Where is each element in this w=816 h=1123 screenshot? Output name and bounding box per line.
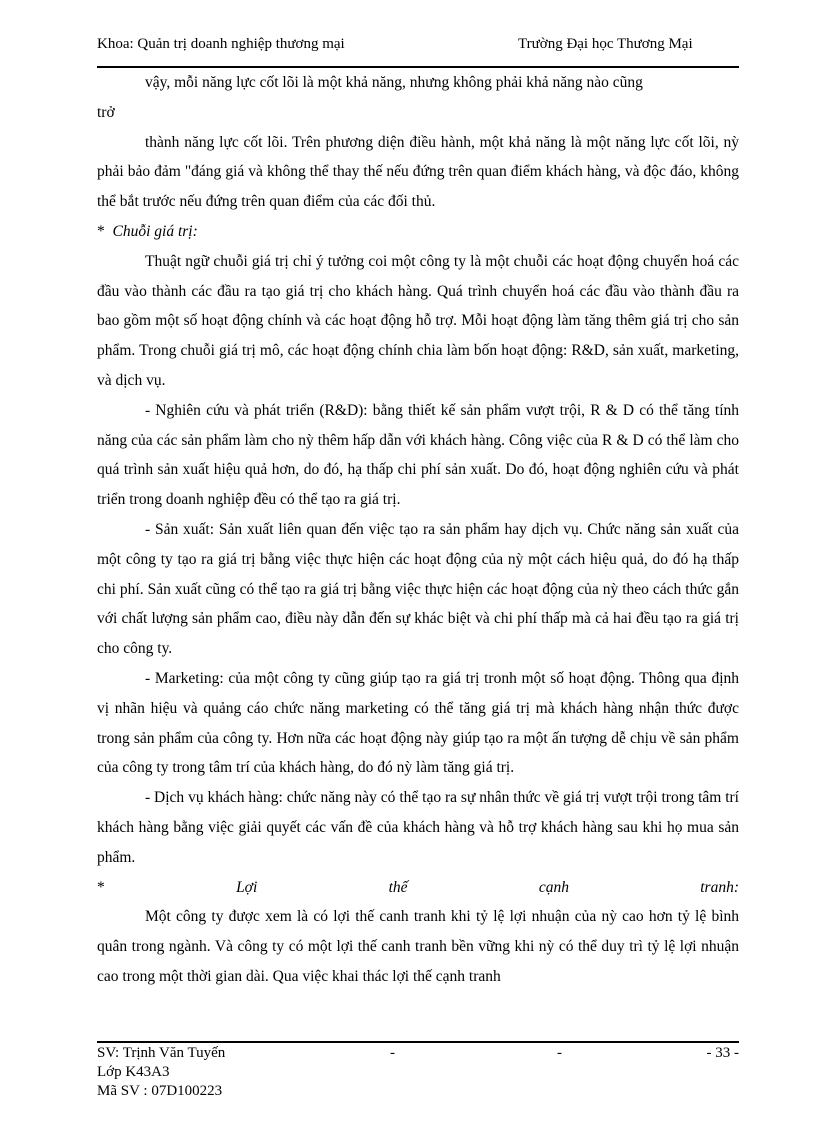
page-number: - 33 - <box>706 1045 739 1061</box>
paragraph: Thuật ngữ chuỗi giá trị chỉ ý tưởng coi một công ty là một chuỗi các hoạt động chuyển hoá các đầu vào thành các đầu ra tạo giá trị cho khách hàng. Quá trình chuyển hoá các đầu vào thành đầu ra bao gồm một số hoạt động chính và các hoạt động hỗ trợ. Mỗi hoạt động làm tăng thêm giá trị cho sản phẩm. Trong chuỗi giá trị mô, các hoạt động chính chia làm bốn hoạt động: R&D, sản xuất, marketing, và dịch vụ. <box>97 252 739 389</box>
paragraph: thành năng lực cốt lõi. Trên phương diện điều hành, một khả năng là một năng lực cốt lõi, nỳ phải bảo đảm "đáng giá và không thể thay thế nếu đứng trên quan điểm khách hàng, và độc đáo, không thể bắt trước nếu đứng trên quan điểm của các đối thủ. <box>97 133 739 211</box>
student-id: Mã SV : 07D100223 <box>97 1083 223 1099</box>
page-footer <box>97 1044 739 1101</box>
page-header <box>97 36 739 58</box>
paragraph: - Nghiên cứu và phát triển (R&D): bằng thiết kế sản phẩm vượt trội, R & D có thể tăng tính năng của các sản phẩm làm cho nỳ thêm hấp dẫn với khách hàng. Công việc của R & D có thể làm cho quá trình sản xuất hiệu quả hơn, do đó, hạ thấp chi phí sản xuất. Do đó, hoạt động nghiên cứu và phát triển trong doanh nghiệp đều có thể tạo ra giá trị. <box>97 401 739 509</box>
student-name: SV: Trịnh Văn Tuyến <box>97 1045 226 1061</box>
footer-rule <box>97 1041 739 1043</box>
university-label: Trường Đại học Thương Mại <box>518 36 693 52</box>
footer-dash: - <box>390 1045 395 1061</box>
paragraph: - Sản xuất: Sản xuất liên quan đến việc tạo ra sản phẩm hay dịch vụ. Chức năng sản xuất của một công ty tạo ra giá trị bằng việc thực hiện các hoạt động của nỳ một cách hiệu quả, do đó hạ thấp chi phí. Sản xuất cũng có thể tạo ra giá trị bằng việc thực hiện các hoạt động của nỳ theo cách thức gắn với chất lượng sản phẩm cao, điều này dẫn đến sự khác biệt và chi phí thấp mà cả hai đều tạo ra giá trị cho công ty. <box>97 520 739 658</box>
paragraph: - Dịch vụ khách hàng: chức năng này có thể tạo ra sự nhân thức về giá trị vượt trội trong tâm trí khách hàng bằng việc giải quyết các vấn đề của khách hàng và hỗ trợ khách hàng sau khi họ mua sản phẩm. <box>97 789 739 866</box>
document-body <box>97 68 739 992</box>
heading-star: * <box>97 878 237 896</box>
paragraph: vậy, mỗi năng lực cốt lõi là một khả năng, nhưng không phải khả năng nào cũng <box>145 74 643 91</box>
section-heading-value-chain: * Chuỗi giá trị: <box>97 222 198 240</box>
class-label: Lớp K43A3 <box>97 1064 170 1080</box>
paragraph: - Marketing: của một công ty cũng giúp tạo ra giá trị tronh một số hoạt động. Thông qua định vị nhãn hiệu và quảng cáo chức năng marketing có thể tăng giá trị mà khách hàng nhận thức được trong sản phẩm của công ty. Hơn nữa các hoạt động này giúp tạo ra một ấn tượng dễ chịu về sản phẩm của công ty trong tâm trí của khách hàng, do đó nỳ làm tăng giá trị. <box>97 669 739 777</box>
faculty-label: Khoa: Quản trị doanh nghiệp thương mại <box>97 36 345 52</box>
footer-dash: - <box>557 1045 562 1061</box>
paragraph: Một công ty được xem là có lợi thế canh tranh khi tỷ lệ lợi nhuận của nỳ cao hơn tỷ lệ bình quân trong ngành. Và công ty có một lợi thế canh tranh bền vững khi nỳ có thể duy trì tỷ lệ lợi nhuận cao trong một thời gian dài. Qua việc khai thác lợi thế cạnh tranh <box>97 908 739 985</box>
paragraph: trở <box>97 103 115 121</box>
section-heading-competitive-advantage: * Lợi thế cạnh tranh: <box>97 878 740 896</box>
